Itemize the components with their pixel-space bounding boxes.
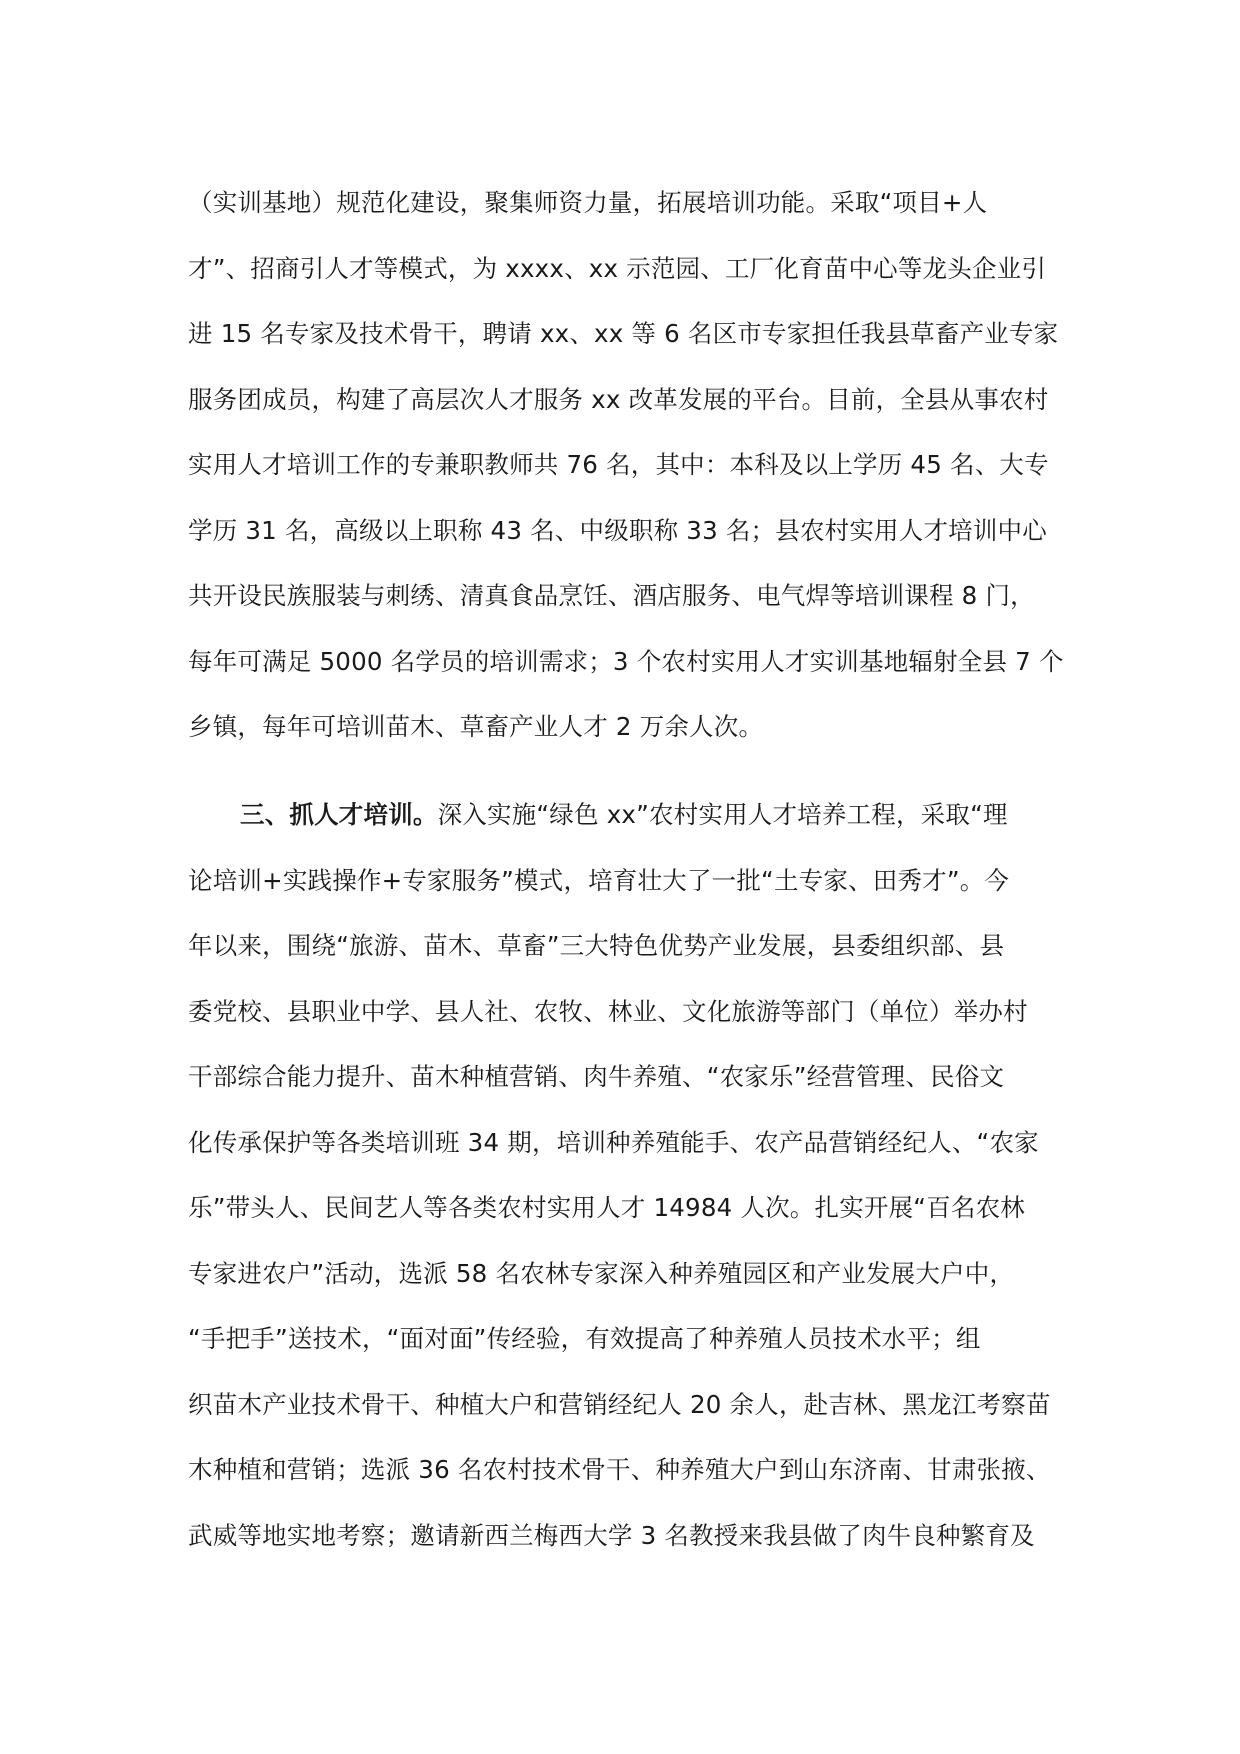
text-line: “手把手”送技术，“面对面”传经验，有效提高了种养殖人员技术水平；组 — [188, 1324, 981, 1353]
paragraph-training-bases — [188, 170, 1064, 760]
text-line-first — [188, 782, 1058, 848]
text-line: 织苗木产业技术骨干、种植大户和营销经纪人 20 余人，赴吉林、黑龙江考察苗 — [188, 1389, 1051, 1419]
text-line: 乐”带头人、民间艺人等各类农村实用人才 14984 人次。扎实开展“百名农林 — [188, 1193, 1025, 1222]
text-run: 深入实施“绿色 xx”农村实用人才培养工程，采取“理 — [437, 800, 1008, 829]
text-line: 实用人才培训工作的专兼职教师共 76 名，其中：本科及以上学历 45 名、大专 — [188, 450, 1049, 479]
section-heading: 三、抓人才培训。 — [240, 800, 438, 829]
text-line: 木种植和营销；选派 36 名农村技术骨干、种养殖大户到山东济南、甘肃张掖、 — [188, 1455, 1051, 1484]
text-line: 共开设民族服装与刺绣、清真食品烹饪、酒店服务、电气焊等培训课程 8 门， — [188, 581, 1035, 610]
text-line: 年以来，围绕“旅游、苗木、草畜”三大特色优势产业发展，县委组织部、县 — [188, 931, 1005, 960]
text-line: 干部综合能力提升、苗木种植营销、肉牛养殖、“农家乐”经营管理、民俗文 — [188, 1062, 1005, 1091]
text-line: 每年可满足 5000 名学员的培训需求；3 个农村实用人才实训基地辐射全县 7 个 — [188, 646, 1064, 676]
text-line: 乡镇，每年可培训苗木、草畜产业人才 2 万余人次。 — [188, 712, 764, 741]
text-line: 委党校、县职业中学、县人社、农牧、林业、文化旅游等部门（单位）举办村 — [188, 996, 1028, 1026]
text-line: 武威等地实地考察；邀请新西兰梅西大学 3 名教授来我县做了肉牛良种繁育及 — [188, 1520, 1035, 1550]
text-line: 化传承保护等各类培训班 34 期，培训种养殖能手、农产品营销经纪人、“农家 — [188, 1127, 1039, 1157]
text-line: 才”、招商引人才等模式，为 xxxx、xx 示范园、工厂化育苗中心等龙头企业引 — [188, 253, 1047, 283]
text-line: 论培训+实践操作+专家服务”模式，培育壮大了一批“土专家、田秀才”。今 — [188, 865, 1010, 895]
text-line: 专家进农户”活动，选派 58 名农林专家深入种养殖园区和产业发展大户中， — [188, 1258, 1015, 1288]
text-line: （实训基地）规范化建设，聚集师资力量，拓展培训功能。采取“项目+人 — [188, 188, 988, 217]
paragraph-talent-training — [188, 782, 1058, 1568]
text-line: 进 15 名专家及技术骨干，聘请 xx、xx 等 6 名区市专家担任我县草畜产业专家 — [188, 319, 1059, 348]
text-line: 服务团成员，构建了高层次人才服务 xx 改革发展的平台。目前，全县从事农村 — [188, 384, 1049, 414]
text-line: 学历 31 名，高级以上职称 43 名、中级职称 33 名；县农村实用人才培训中心 — [188, 515, 1047, 545]
